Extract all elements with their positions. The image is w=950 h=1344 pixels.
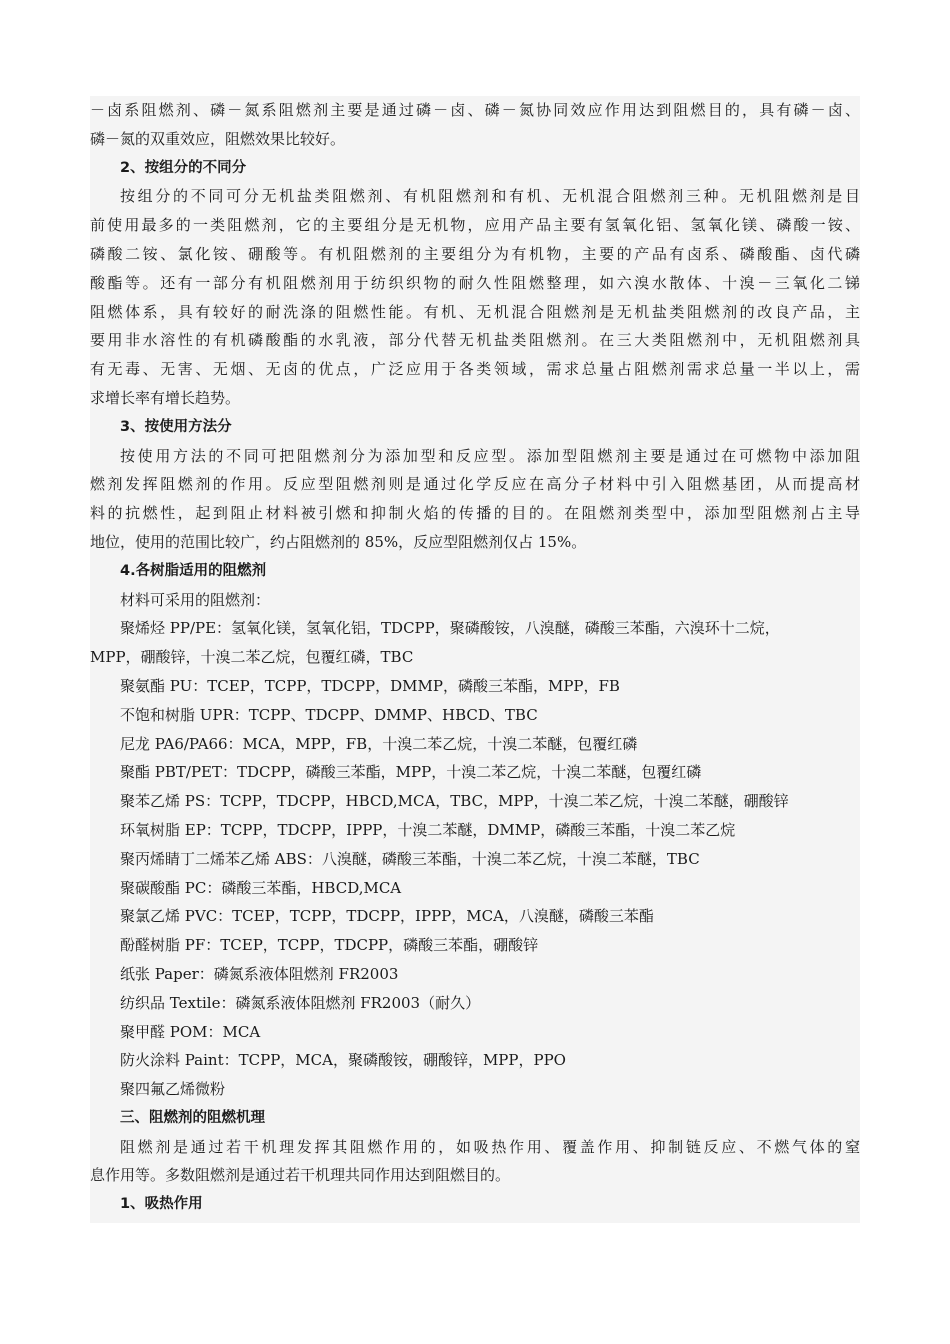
text-line: －卤系阻燃剂、磷－氮系阻燃剂主要是通过磷－卤、磷－氮协同效应作用达到阻燃目的，具有磷－卤、 (90, 101, 860, 119)
text-line: MPP，硼酸锌，十溴二苯乙烷，包覆红磷，TBC (90, 648, 414, 667)
text-line: 尼龙 PA6/PA66：MCA，MPP，FB，十溴二苯乙烷，十溴二苯醚，包覆红磷 (120, 734, 638, 753)
text-line: 按组分的不同可分无机盐类阻燃剂、有机阻燃剂和有机、无机混合阻燃剂三种。无机阻燃剂是目 (120, 187, 860, 206)
text-line: 按使用方法的不同可把阻燃剂分为添加型和反应型。添加型阻燃剂主要是通过在可燃物中添加阻 (120, 446, 860, 465)
text-line: 聚氯乙烯 PVC：TCEP，TCPP，TDCPP，IPPP，MCA，八溴醚，磷酸三苯酯 (120, 907, 654, 926)
text-line: 聚氨酯 PU：TCEP，TCPP，TDCPP，DMMP，磷酸三苯酯，MPP，FB (120, 676, 620, 695)
document-page (90, 96, 860, 1223)
text-line: 阻燃剂是通过若干机理发挥其阻燃作用的，如吸热作用、覆盖作用、抑制链反应、不燃气体的窒 (120, 1137, 860, 1156)
text-line: 聚四氟乙烯微粉 (120, 1080, 226, 1099)
text-line: 阻燃体系，具有较好的耐洗涤的阻燃性能。有机、无机混合阻燃剂是无机盐类阻燃剂的改良产品，主 (90, 302, 860, 321)
text-line: 聚丙烯睛丁二烯苯乙烯 ABS：八溴醚，磷酸三苯酯，十溴二苯乙烷，十溴二苯醚，TBC (120, 849, 700, 868)
text-line: 防火涂料 Paint：TCPP，MCA，聚磷酸铵，硼酸锌，MPP，PPO (120, 1051, 566, 1070)
section-heading: 三、阻燃剂的阻燃机理 (120, 1109, 265, 1126)
text-line: 纺织品 Textile：磷氮系液体阻燃剂 FR2003（耐久） (120, 993, 481, 1012)
section-heading: 1、吸热作用 (120, 1196, 203, 1213)
text-line: 求增长率有增长趋势。 (90, 388, 241, 407)
text-line: 磷－氮的双重效应，阻燃效果比较好。 (90, 129, 346, 148)
text-line: 磷酸二铵、氯化铵、硼酸等。有机阻燃剂的主要组分为有机物，主要的产品有卤系、磷酸酯、卤代磷 (90, 244, 860, 263)
section-heading: 3、按使用方法分 (120, 418, 232, 435)
text-line: 息作用等。多数阻燃剂是通过若干机理共同作用达到阻燃目的。 (90, 1166, 511, 1185)
text-line: 纸张 Paper：磷氮系液体阻燃剂 FR2003 (120, 964, 399, 983)
section-heading: 2、按组分的不同分 (120, 159, 247, 176)
text-line: 聚甲醛 POM：MCA (120, 1022, 261, 1041)
text-line: 聚苯乙烯 PS：TCPP，TDCPP，HBCD,MCA，TBC，MPP，十溴二苯乙烷，十溴二苯醚，硼酸锌 (120, 792, 789, 811)
section-heading: 4.各树脂适用的阻燃剂 (120, 562, 267, 579)
text-line: 有无毒、无害、无烟、无卤的优点，广泛应用于各类领域，需求总量占阻燃剂需求总量一半以上，需 (90, 360, 860, 379)
text-line: 聚碳酸酯 PC：磷酸三苯酯，HBCD,MCA (120, 878, 402, 897)
text-line: 酸酯等。还有一部分有机阻燃剂用于纺织织物的耐久性阻燃整理，如六溴水散体、十溴－三氧化二锑 (90, 273, 860, 292)
text-line: 地位，使用的范围比较广，约占阻燃剂的 85%，反应型阻燃剂仅占 15%。 (90, 532, 587, 551)
text-line: 环氧树脂 EP：TCPP，TDCPP，IPPP，十溴二苯醚，DMMP，磷酸三苯酯，十溴二苯乙烷 (120, 820, 736, 839)
text-line: 不饱和树脂 UPR：TCPP、TDCPP、DMMP、HBCD、TBC (120, 705, 538, 724)
text-line: 料的抗燃性，起到阻止材料被引燃和抑制火焰的传播的目的。在阻燃剂类型中，添加型阻燃剂占主导 (90, 504, 860, 523)
text-line: 要用非水溶性的有机磷酸酯的水乳液，部分代替无机盐类阻燃剂。在三大类阻燃剂中，无机阻燃剂具 (90, 331, 860, 350)
text-line: 酚醛树脂 PF：TCEP，TCPP，TDCPP，磷酸三苯酯，硼酸锌 (120, 936, 539, 955)
text-line: 材料可采用的阻燃剂： (120, 590, 271, 609)
text-line: 聚酯 PBT/PET：TDCPP，磷酸三苯酯，MPP，十溴二苯乙烷，十溴二苯醚，包覆红磷 (120, 763, 702, 782)
text-line: 聚烯烃 PP/PE：氢氧化镁，氢氧化铝，TDCPP，聚磷酸铵，八溴醚，磷酸三苯酯，六溴环十二烷， (120, 619, 780, 638)
text-line: 燃剂发挥阻燃剂的作用。反应型阻燃剂则是通过化学反应在高分子材料中引入阻燃基团，从而提高材 (90, 475, 860, 494)
text-line: 前使用最多的一类阻燃剂，它的主要组分是无机物，应用产品主要有氢氧化铝、氢氧化镁、磷酸一铵、 (90, 216, 860, 235)
